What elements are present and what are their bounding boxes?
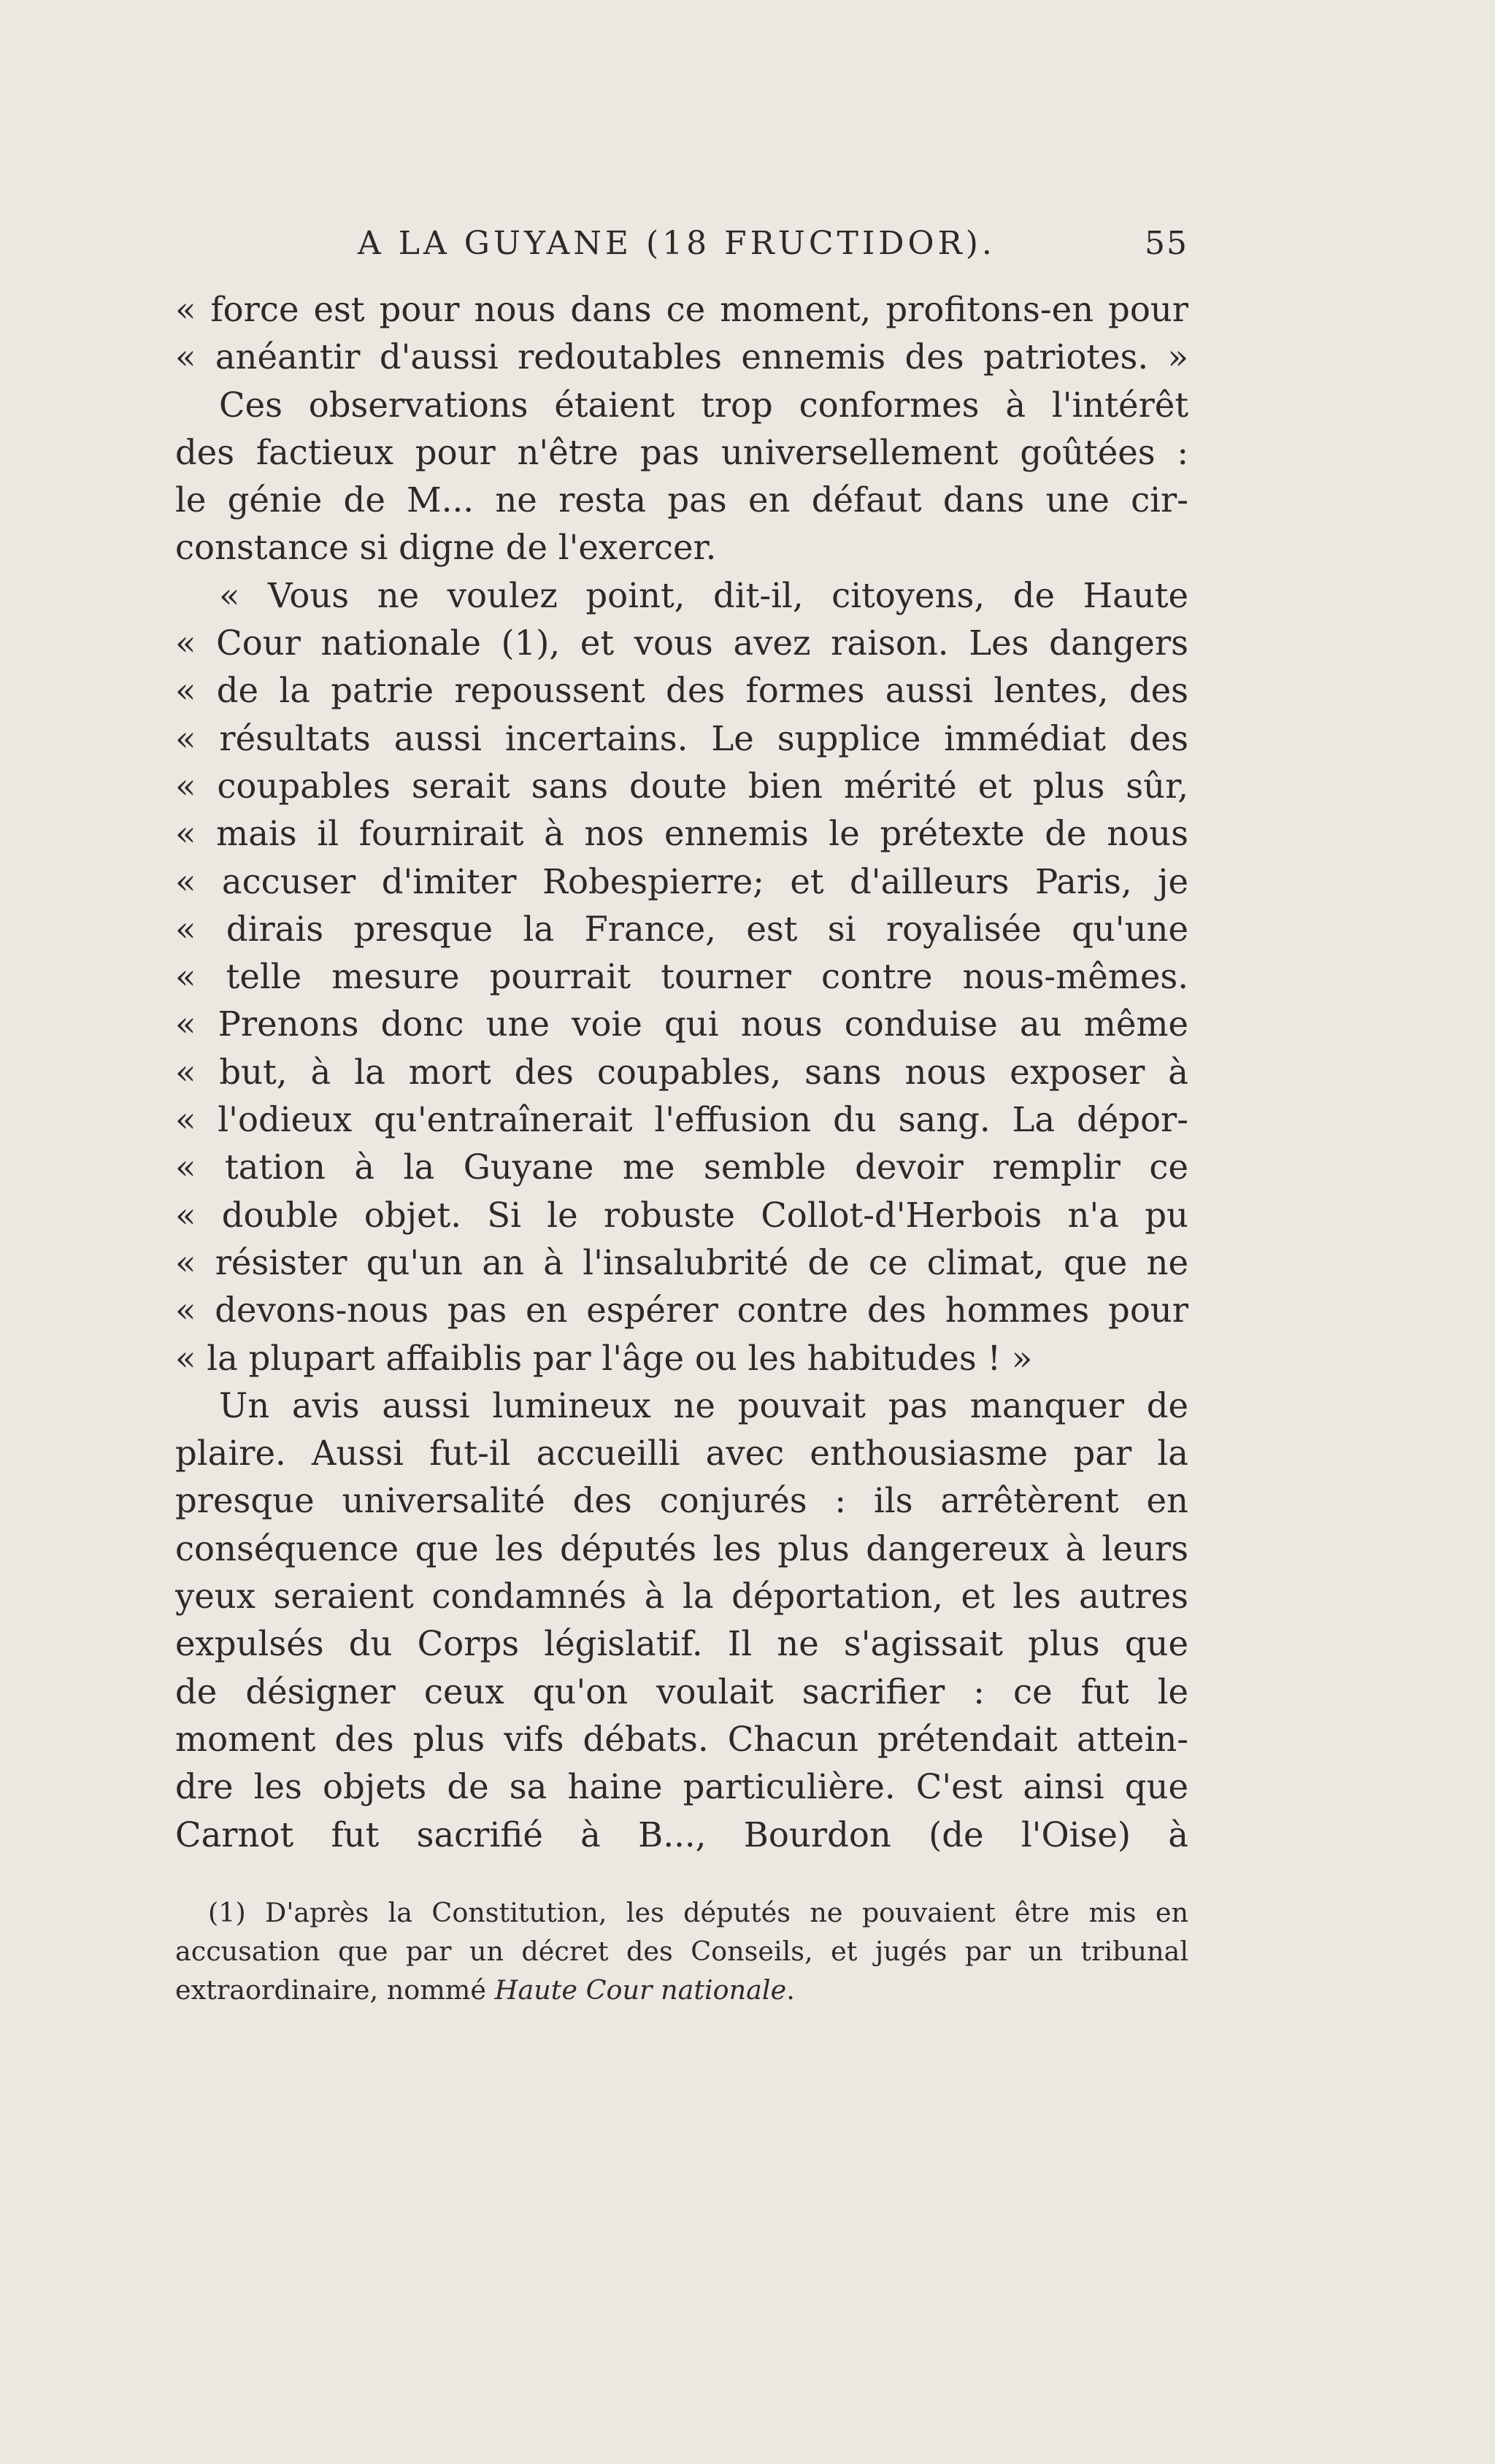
text-line: « Prenons donc une voie qui nous conduise au même	[175, 1004, 1188, 1044]
text-line: conséquence que les députés les plus dangereux à leurs	[175, 1528, 1188, 1568]
footnote-line	[175, 1971, 1188, 2009]
text-line: constance si digne de l'exercer.	[175, 528, 717, 568]
text-line: « anéantir d'aussi redoutables ennemis des patriotes. »	[175, 337, 1188, 377]
text-line: « dirais presque la France, est si royalisée qu'une	[175, 909, 1188, 949]
text-line: yeux seraient condamnés à la déportation, et les autres	[175, 1576, 1188, 1617]
text-line: « devons-nous pas en espérer contre des hommes pour	[175, 1290, 1188, 1331]
footnote-text: .	[786, 1974, 795, 2006]
footnote-italic-term: Haute Cour nationale	[494, 1974, 787, 2006]
footnote-line: (1) D'après la Constitution, les députés ne pouvaient être mis en	[208, 1897, 1188, 1928]
text-line: « mais il fournirait à nos ennemis le prétexte de nous	[175, 814, 1188, 854]
body-text	[175, 286, 1188, 1859]
text-line: « la plupart affaiblis par l'âge ou les habitudes ! »	[175, 1338, 1033, 1378]
text-line: « accuser d'imiter Robespierre; et d'ailleurs Paris, je	[175, 861, 1188, 901]
text-line: « Cour nationale (1), et vous avez raison. Les dangers	[175, 623, 1188, 663]
text-line: « l'odieux qu'entraînerait l'effusion du sang. La dépor-	[175, 1100, 1188, 1140]
text-line: « coupables serait sans doute bien mérité et plus sûr,	[175, 766, 1188, 806]
footnote	[175, 1893, 1188, 2009]
text-line: Un avis aussi lumineux ne pouvait pas manquer de	[219, 1385, 1188, 1425]
text-line: plaire. Aussi fut-il accueilli avec enthousiasme par la	[175, 1433, 1188, 1474]
text-line: moment des plus vifs débats. Chacun prétendait attein-	[175, 1719, 1188, 1759]
text-line: « résister qu'un an à l'insalubrité de ce climat, que ne	[175, 1242, 1188, 1282]
text-line: « double objet. Si le robuste Collot-d'Herbois n'a pu	[175, 1195, 1188, 1235]
text-line: le génie de M... ne resta pas en défaut dans une cir-	[175, 480, 1188, 520]
text-line: « de la patrie repoussent des formes aussi lentes, des	[175, 671, 1188, 711]
text-line: « résultats aussi incertains. Le supplice immédiat des	[175, 718, 1188, 758]
footnote-text: extraordinaire, nommé	[175, 1974, 495, 2006]
text-line: « telle mesure pourrait tourner contre nous-mêmes.	[175, 957, 1188, 997]
text-line: de désigner ceux qu'on voulait sacrifier : ce fut le	[175, 1671, 1188, 1712]
page-number: 55	[1145, 225, 1188, 262]
text-line: « Vous ne voulez point, dit-il, citoyens, de Haute	[219, 575, 1188, 615]
text-line: Carnot fut sacrifié à B..., Bourdon (de l'Oise) à	[175, 1814, 1188, 1855]
text-line: presque universalité des conjurés : ils arrêtèrent en	[175, 1481, 1188, 1521]
text-line: « tation à la Guyane me semble devoir remplir ce	[175, 1147, 1188, 1187]
text-line: expulsés du Corps législatif. Il ne s'agissait plus que	[175, 1624, 1188, 1664]
text-line: « force est pour nous dans ce moment, profitons-en pour	[175, 290, 1188, 329]
running-header	[175, 225, 1188, 269]
footnote-line: accusation que par un décret des Conseils, et jugés par un tribunal	[175, 1936, 1188, 1967]
text-line: des factieux pour n'être pas universellement goûtées :	[175, 432, 1188, 472]
text-line: Ces observations étaient trop conformes à l'intérêt	[219, 385, 1188, 425]
text-line: « but, à la mort des coupables, sans nous exposer à	[175, 1052, 1188, 1092]
running-title: A LA GUYANE (18 FRUCTIDOR).	[358, 225, 996, 262]
text-line: dre les objets de sa haine particulière. C'est ainsi que	[175, 1767, 1188, 1807]
